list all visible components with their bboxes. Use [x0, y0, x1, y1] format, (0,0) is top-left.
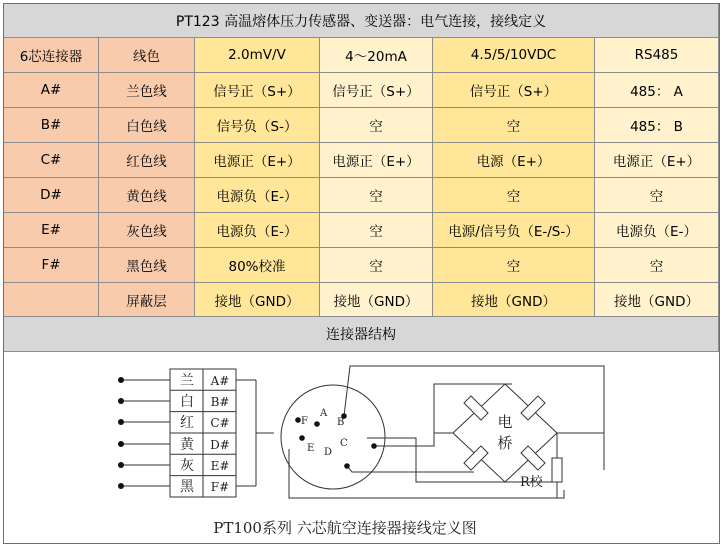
bridge-resistor-4: [521, 446, 545, 470]
connector-pin-f: F: [301, 416, 308, 427]
wire-color-cell: 黄色线: [99, 178, 195, 213]
pin-label-d: D#: [210, 438, 230, 452]
wire-color-cell: 兰色线: [99, 73, 195, 108]
connector-pin-d: D: [324, 447, 333, 458]
wiring-cell: 电源正（E+）: [595, 143, 719, 178]
wiring-cell: 空: [595, 178, 719, 213]
pin-cell: C#: [4, 143, 99, 178]
wiring-definition-sheet: [3, 3, 720, 544]
voltage-output-header: 4.5/5/10VDC: [433, 38, 595, 73]
wire-color-cell: 红色线: [99, 143, 195, 178]
wiring-cell: 空: [433, 108, 595, 143]
connector-pin-e: E: [307, 443, 315, 454]
connector-diagram: [4, 352, 719, 543]
bridge-resistor-2: [521, 396, 545, 420]
wiring-cell: 电源正（E+）: [195, 143, 320, 178]
color-label-white: 白: [180, 394, 194, 410]
wire-color-cell: 屏蔽层: [99, 283, 195, 317]
pin-label-b: B#: [210, 395, 230, 409]
wiring-cell: 电源负（E-）: [195, 178, 320, 213]
calibration-resistor-label: R校: [520, 475, 543, 490]
connector-face: [281, 385, 385, 489]
pin-label-c: C#: [210, 416, 230, 430]
connector-pin-c: C: [340, 438, 348, 449]
wiring-cell: 空: [433, 248, 595, 283]
wiring-cell: 电源负（E-）: [595, 213, 719, 248]
calibration-resistor: [552, 458, 562, 482]
wire-color-cell: 黑色线: [99, 248, 195, 283]
sheet-title: PT123 高温熔体压力传感器、变送器：电气连接，接线定义: [4, 4, 719, 38]
pin-cell: B#: [4, 108, 99, 143]
color-label-yellow: 黄: [180, 437, 194, 453]
wiring-cell: 空: [320, 108, 433, 143]
wiring-cell: 空: [320, 248, 433, 283]
wire-color-header: 线色: [99, 38, 195, 73]
wiring-cell: 空: [433, 178, 595, 213]
diagram-caption: PT100系列 六芯航空连接器接线定义图: [213, 519, 477, 537]
bridge-label-2: 桥: [497, 434, 513, 452]
wiring-cell: 信号正（S+）: [195, 73, 320, 108]
color-label-black: 黑: [180, 479, 194, 495]
connector-diagram-svg: [4, 352, 719, 543]
wiring-cell: 空: [320, 213, 433, 248]
pin-cell: F#: [4, 248, 99, 283]
pin-label-f: F#: [210, 480, 230, 494]
wiring-cell: 485： A: [595, 73, 719, 108]
wiring-cell: 电源负（E-）: [195, 213, 320, 248]
bridge-resistor-3: [464, 446, 488, 470]
wire-color-cell: 灰色线: [99, 213, 195, 248]
connector-structure-heading: 连接器结构: [4, 317, 719, 352]
connector-pin-a: A: [320, 408, 328, 419]
color-label-gray: 灰: [180, 458, 194, 474]
wiring-cell: 空: [595, 248, 719, 283]
bridge-resistor-1: [464, 396, 488, 420]
wiring-cell: 信号负（S-）: [195, 108, 320, 143]
pin-label-e: E#: [210, 459, 230, 473]
mv-output-header: 2.0mV/V: [195, 38, 320, 73]
pin-cell: [4, 283, 99, 317]
rs485-header: RS485: [595, 38, 719, 73]
wiring-cell: 接地（GND）: [433, 283, 595, 317]
pin-cell: E#: [4, 213, 99, 248]
bridge-label-1: 电: [497, 413, 513, 431]
pin-cell: A#: [4, 73, 99, 108]
wiring-cell: 空: [320, 178, 433, 213]
current-output-header: 4～20mA: [320, 38, 433, 73]
color-label-red: 红: [180, 415, 194, 431]
connector-pin-b: B: [337, 417, 345, 428]
wire-color-cell: 白色线: [99, 108, 195, 143]
pin-label-a: A#: [210, 374, 230, 388]
wiring-cell: 接地（GND）: [320, 283, 433, 317]
color-label-blue: 兰: [180, 373, 194, 389]
wiring-cell: 电源（E+）: [433, 143, 595, 178]
wiring-cell: 485： B: [595, 108, 719, 143]
wiring-cell: 信号正（S+）: [433, 73, 595, 108]
wiring-cell: 信号正（S+）: [320, 73, 433, 108]
wiring-cell: 80%校准: [195, 248, 320, 283]
wiring-cell: 电源/信号负（E-/S-）: [433, 213, 595, 248]
pin-cell: D#: [4, 178, 99, 213]
wiring-cell: 接地（GND）: [595, 283, 719, 317]
wiring-cell: 接地（GND）: [195, 283, 320, 317]
wiring-cell: 电源正（E+）: [320, 143, 433, 178]
connector-header: 6芯连接器: [4, 38, 99, 73]
